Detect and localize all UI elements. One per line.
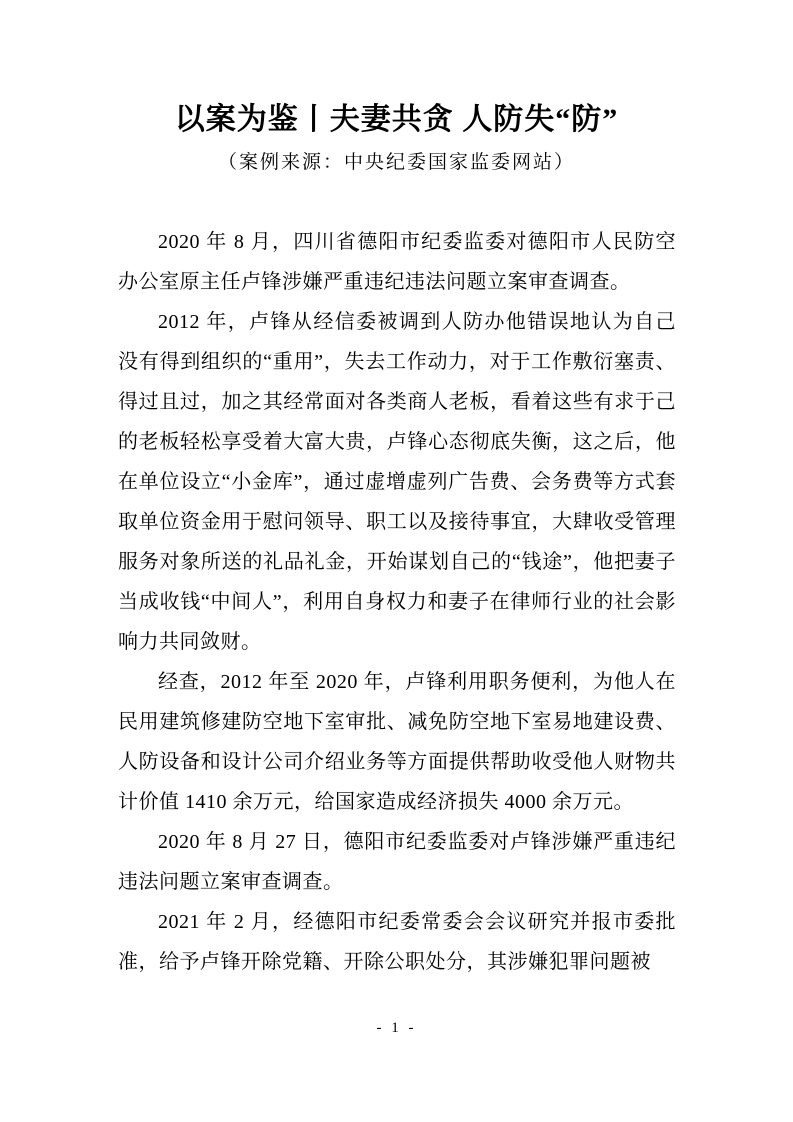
- paragraph: 2012 年，卢锋从经信委被调到人防办他错误地认为自己没有得到组织的“重用”，失去工作动力，对于工作敷衍塞责、得过且过，加之其经常面对各类商人老板，看着这些有求于己的老板轻松享受着大富大贵，卢锋心态彻底失衡，这之后，他在单位设立“小金库”，通过虚增虚列广告费、会务费等方式套取单位资金用于慰问领导、职工以及接待事宜，大肆收受管理服务对象所送的礼品礼金，开始谋划自己的“钱途”，他把妻子当成收钱“中间人”，利用自身权力和妻子在律师行业的社会影响力共同敛财。: [118, 311, 676, 653]
- paragraph: 2020 年 8 月 27 日，德阳市纪委监委对卢锋涉嫌严重违纪违法问题立案审查调查。: [118, 831, 676, 893]
- paragraph: 2021 年 2 月，经德阳市纪委常委会会议研究并报市委批准，给予卢锋开除党籍、开除公职处分，其涉嫌犯罪问题被: [118, 911, 676, 973]
- document-title: 以案为鉴丨夫妻共贪 人防失“防”: [174, 103, 619, 136]
- paragraph: 2020 年 8 月，四川省德阳市纪委监委对德阳市人民防空办公室原主任卢锋涉嫌严重违纪违法问题立案审查调查。: [118, 231, 676, 293]
- document-subtitle: （案例来源：中央纪委国家监委网站）: [217, 152, 575, 173]
- page-number: - 1 -: [376, 1020, 417, 1036]
- paragraph: 经查，2012 年至 2020 年，卢锋利用职务便利，为他人在民用建筑修建防空地下室审批、减免防空地下室易地建设费、人防设备和设计公司介绍业务等方面提供帮助收受他人财物共计价值 1410 余万元，给国家造成经济损失 4000 余万元。: [118, 671, 676, 813]
- document-body: [118, 222, 676, 982]
